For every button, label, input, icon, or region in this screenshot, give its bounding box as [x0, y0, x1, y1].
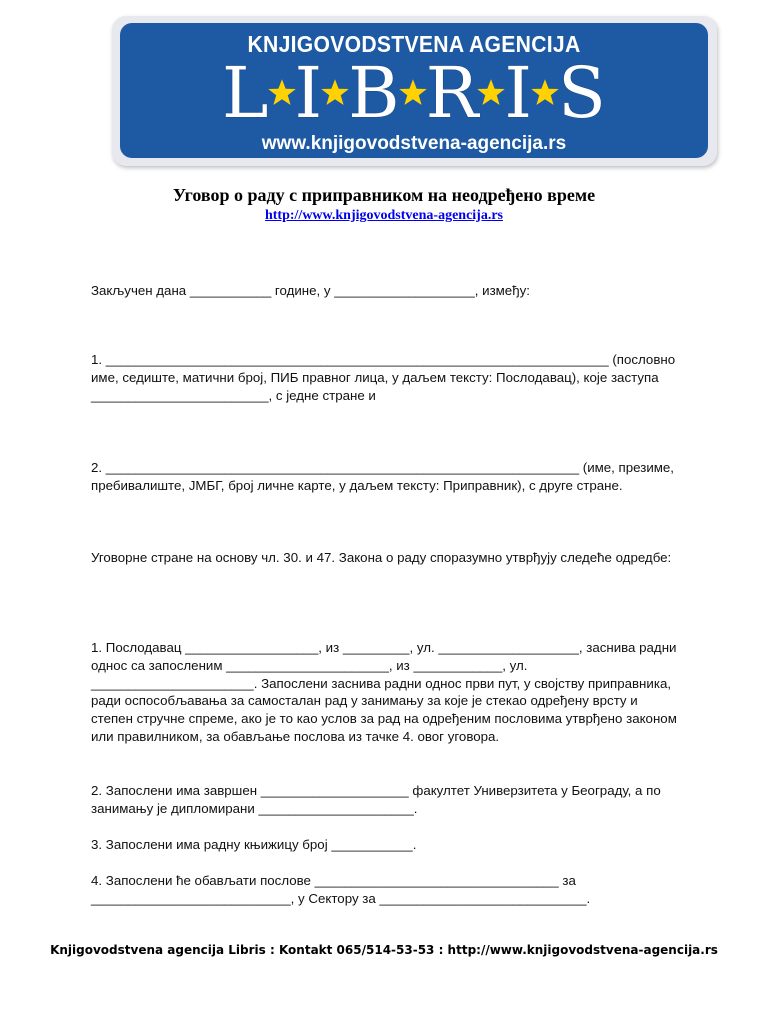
logo-letter-b: B: [348, 52, 400, 134]
logo-letter-i2: I: [504, 52, 532, 134]
party-employer: 1. ____________________________________________________________________ (пословно име, седиште, матични број, ПИБ правног лица, у даљем тексту: Послодавац), које заступа ________________________, с једне стране и: [91, 352, 676, 403]
libris-logo: [120, 52, 708, 134]
agency-website-link[interactable]: http://www.knjigovodstvena-agencija.rs: [264, 208, 503, 223]
star-icon: [530, 78, 560, 108]
star-icon: [320, 78, 350, 108]
clause-4: 4. Запослени ће обављати послове _________________________________ за ___________________________, у Сектору за ____________________________.: [91, 873, 591, 906]
logo-letter-l: L: [222, 52, 269, 134]
clause-3: 3. Запослени има радну књижицу број ___________.: [91, 837, 417, 852]
star-icon: [398, 78, 428, 108]
banner-panel: [120, 23, 708, 158]
legal-basis: Уговорне стране на основу чл. 30. и 47. Закона о раду споразумно утврђују следеће одредбе:: [91, 550, 672, 565]
title-link-line: [0, 208, 768, 224]
star-icon: [267, 78, 297, 108]
banner-agency-name: KNJIGOVODSTVENA AGENCIJA: [247, 31, 581, 57]
logo-letter-r: R: [425, 52, 479, 134]
clause-1: 1. Послодавац __________________, из _________, ул. ___________________, заснива радни однос са запосленим ______________________, из ____________, ул. ______________________. Запослени заснива радни однос први пут, у својству приправника, ради оспособљавања за самосталан рад у занимању за које је стекао одређену врсту и степен стручне спреме, ако је то као услов за рад на одређеним пословима утврђено законом или правилником, за обављање послова из тачке 4. овог уговора.: [91, 640, 677, 744]
page-footer: Knjigovodstvena agencija Libris : Kontakt 065/514-53-53 : http://www.knjigovodstvena-agencija.rs: [50, 943, 718, 957]
party-trainee: 2. ________________________________________________________________ (име, презиме, пребивалиште, ЈМБГ, број личне карте, у даљем тексту: Приправник), с друге стране.: [91, 460, 674, 493]
logo-letter-i: I: [294, 52, 323, 134]
clause-2: 2. Запослени има завршен ____________________ факултет Универзитета у Београду, а по занимању је дипломирани _____________________.: [91, 783, 661, 816]
document-title: Уговор о раду с приправником на неодређено време: [172, 185, 596, 205]
banner-url: www.knjigovodstvena-agencija.rs: [261, 133, 567, 154]
logo-letter-s: S: [558, 52, 606, 134]
contract-place-date: Закључен дана ___________ године, у ___________________, између:: [91, 283, 530, 298]
star-icon: [476, 78, 506, 108]
header-banner: [112, 16, 717, 166]
